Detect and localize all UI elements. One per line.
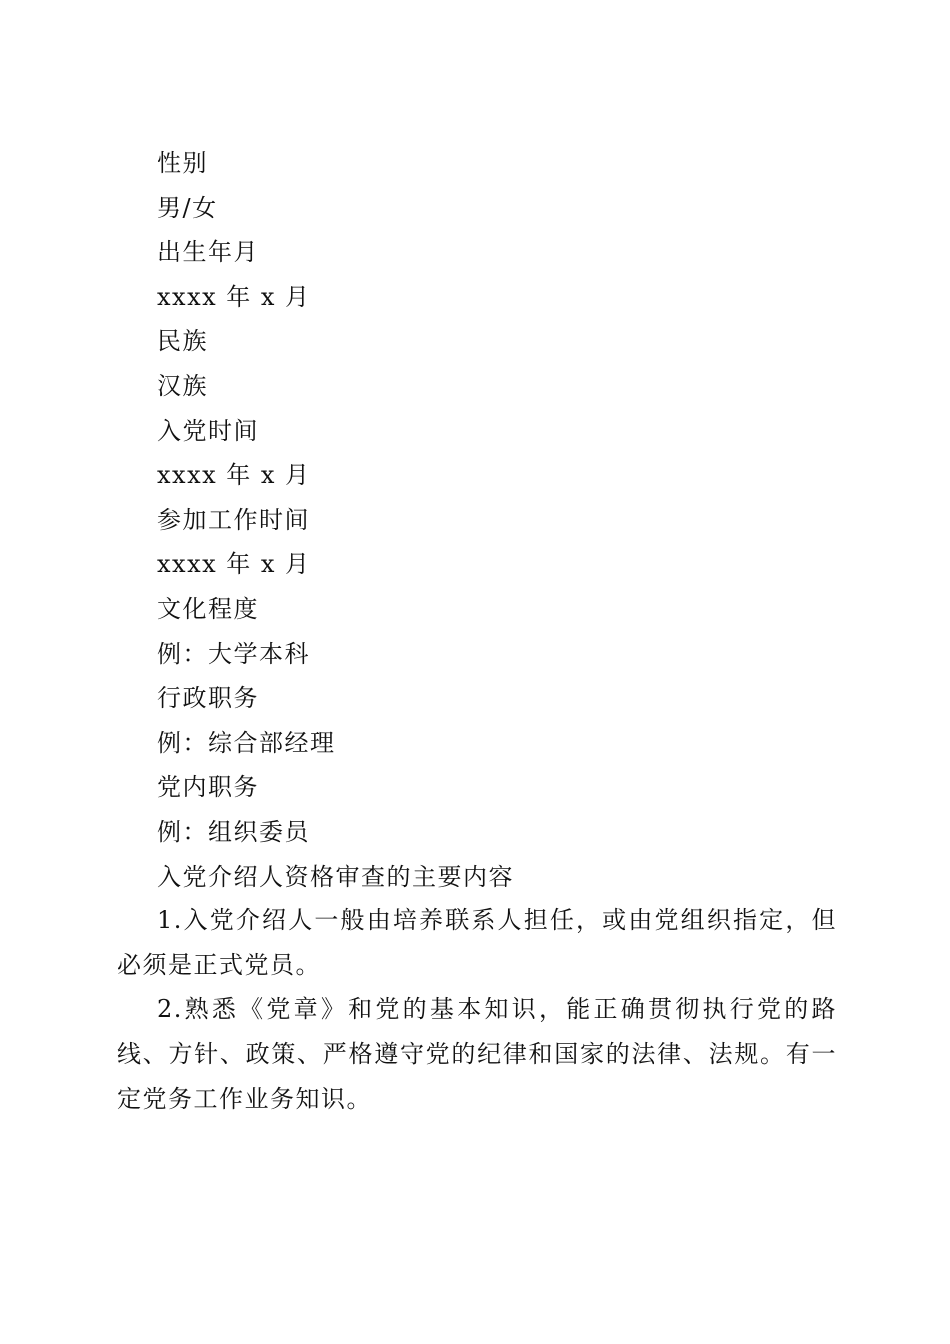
field-value-party-join-date: xxxx 年 x 月 <box>157 461 311 490</box>
field-label-work-start-date: 参加工作时间 <box>157 505 310 534</box>
field-value-education: 例：大学本科 <box>157 639 310 668</box>
field-value-gender: 男/女 <box>157 193 218 222</box>
field-label-gender: 性别 <box>157 149 208 177</box>
field-label-ethnicity: 民族 <box>157 327 208 356</box>
field-value-party-position: 例：组织委员 <box>157 817 310 846</box>
section-heading: 入党介绍人资格审查的主要内容 <box>157 862 514 891</box>
field-value-work-start-date: xxxx 年 x 月 <box>157 550 311 579</box>
paragraph-1: 1.入党介绍人一般由培养联系人担任，或由党组织指定，但必须是正式党员。 <box>117 906 837 979</box>
field-value-ethnicity: 汉族 <box>157 371 208 400</box>
field-value-admin-position: 例：综合部经理 <box>157 728 336 757</box>
form-field-list <box>157 141 857 899</box>
field-label-birth-date: 出生年月 <box>157 238 259 267</box>
field-label-party-position: 党内职务 <box>157 773 259 802</box>
field-label-education: 文化程度 <box>157 594 259 623</box>
field-label-admin-position: 行政职务 <box>157 684 259 713</box>
field-value-birth-date: xxxx 年 x 月 <box>157 282 311 311</box>
field-label-party-join-date: 入党时间 <box>157 416 259 445</box>
paragraph-2: 2.熟悉《党章》和党的基本知识，能正确贯彻执行党的路线、方针、政策、严格遵守党的纪律和国家的法律、法规。有一定党务工作业务知识。 <box>117 995 837 1113</box>
